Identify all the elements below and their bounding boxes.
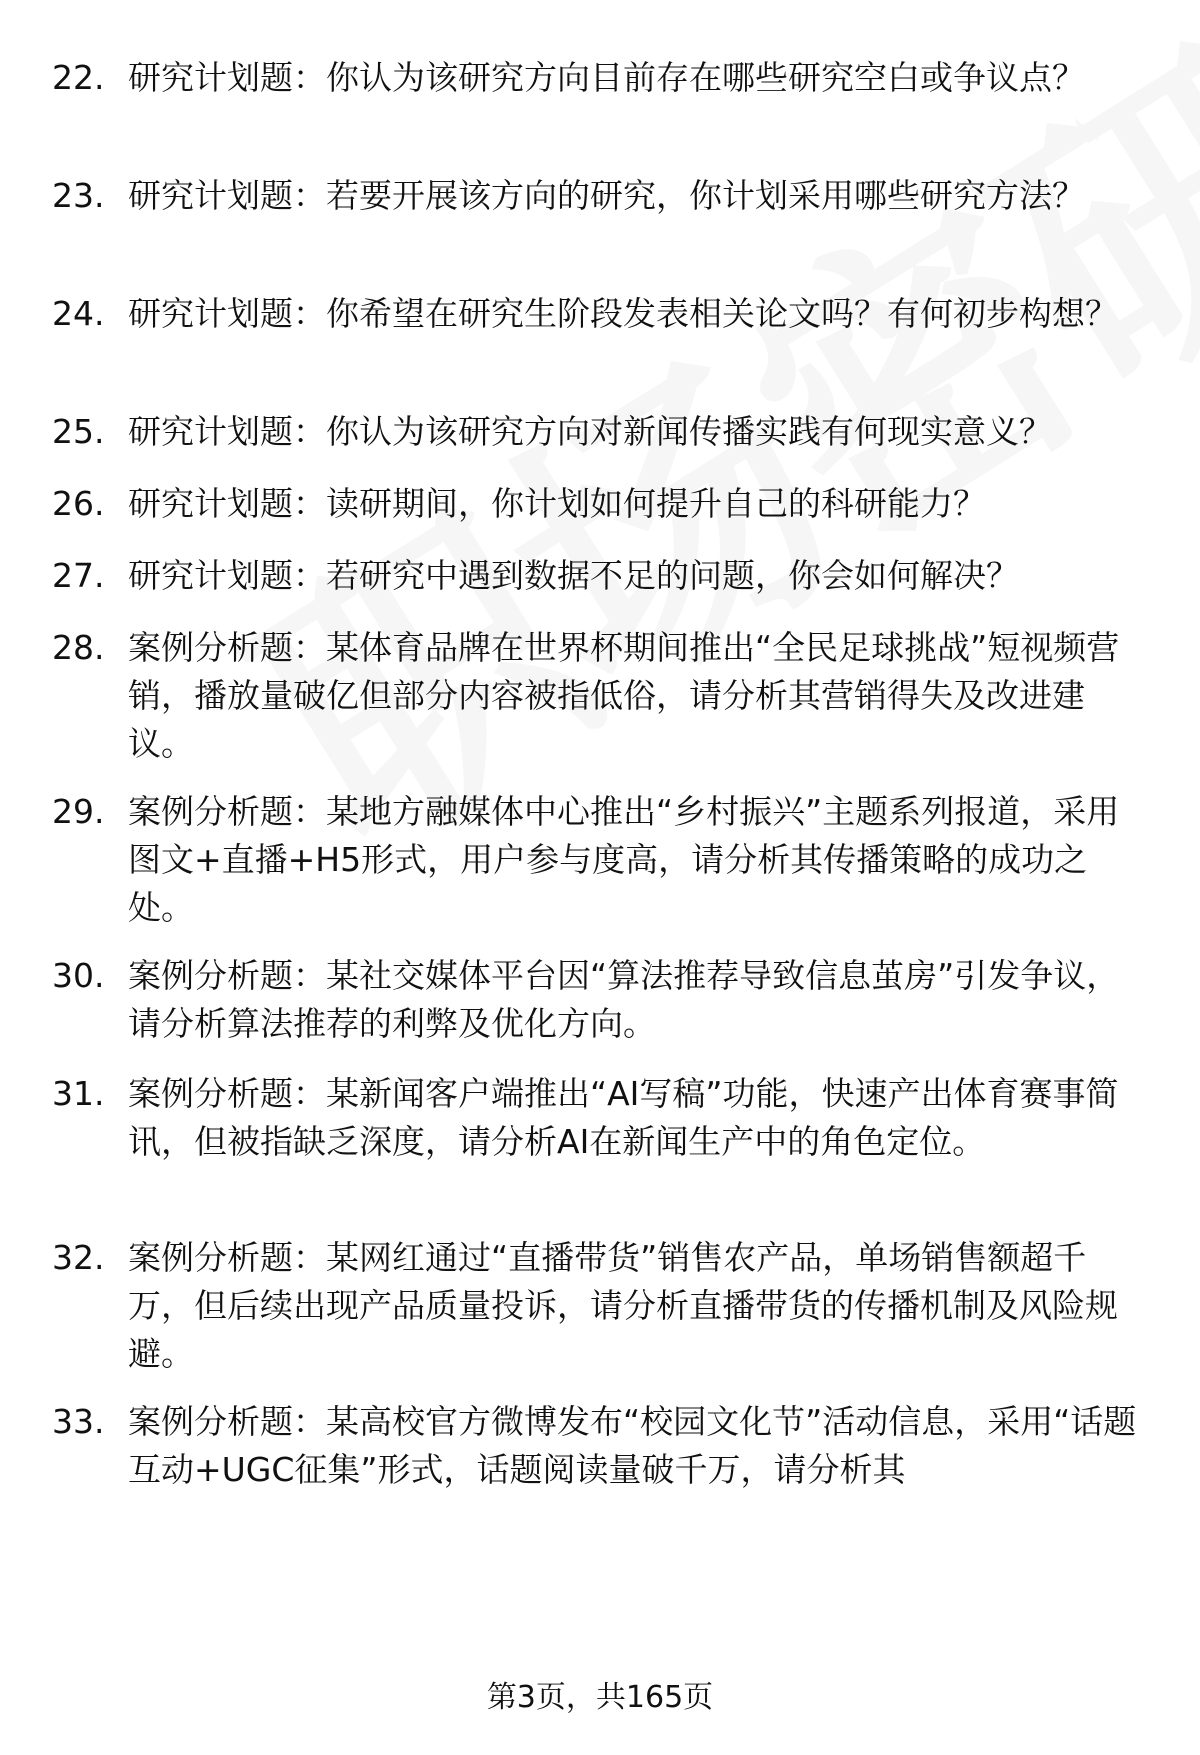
- watermark-text: [170, 0, 1200, 926]
- question-text: 案例分析题：某高校官方微博发布“校园文化节”活动信息，采用“话题互动+UGC征集”形式，话题阅读量破千万，请分析其: [128, 1402, 1137, 1489]
- question-number: 32.: [52, 1238, 105, 1277]
- question-text: 案例分析题：某地方融媒体中心推出“乡村振兴”主题系列报道，采用图文+直播+H5形式，用户参与度高，请分析其传播策略的成功之处。: [128, 792, 1120, 927]
- question-number: 27.: [52, 556, 105, 595]
- question-number: 23.: [52, 176, 105, 215]
- question-text: 研究计划题：若要开展该方向的研究，你计划采用哪些研究方法？: [128, 176, 1085, 215]
- question-number: 22.: [52, 58, 105, 97]
- question-number: 29.: [52, 792, 105, 831]
- question-number: 24.: [52, 294, 105, 333]
- page-footer: 第3页，共165页: [486, 1680, 714, 1715]
- question-text: 案例分析题：某体育品牌在世界杯期间推出“全民足球挑战”短视频营销，播放量破亿但部分内容被指低俗，请分析其营销得失及改进建议。: [128, 628, 1120, 763]
- question-number: 33.: [52, 1402, 105, 1441]
- question-number: 26.: [52, 484, 105, 523]
- question-text: 研究计划题：若研究中遇到数据不足的问题，你会如何解决？: [128, 556, 1019, 595]
- question-text: 案例分析题：某社交媒体平台因“算法推荐导致信息茧房”引发争议，请分析算法推荐的利弊及优化方向。: [128, 956, 1120, 1043]
- question-number: 28.: [52, 628, 105, 667]
- question-number: 31.: [52, 1074, 105, 1113]
- question-number: 30.: [52, 956, 105, 995]
- question-text: 研究计划题：读研期间，你计划如何提升自己的科研能力？: [128, 484, 986, 523]
- question-text: 研究计划题：你认为该研究方向对新闻传播实践有何现实意义？: [128, 412, 1052, 451]
- question-text: 案例分析题：某新闻客户端推出“AI写稿”功能，快速产出体育赛事简讯，但被指缺乏深度，请分析AI在新闻生产中的角色定位。: [128, 1074, 1119, 1161]
- question-text: 研究计划题：你希望在研究生阶段发表相关论文吗？有何初步构想？: [128, 294, 1118, 333]
- question-text: 案例分析题：某网红通过“直播带货”销售农产品，单场销售额超千万，但后续出现产品质量投诉，请分析直播带货的传播机制及风险规避。: [128, 1238, 1118, 1373]
- question-text: 研究计划题：你认为该研究方向目前存在哪些研究空白或争议点？: [128, 58, 1085, 97]
- question-number: 25.: [52, 412, 105, 451]
